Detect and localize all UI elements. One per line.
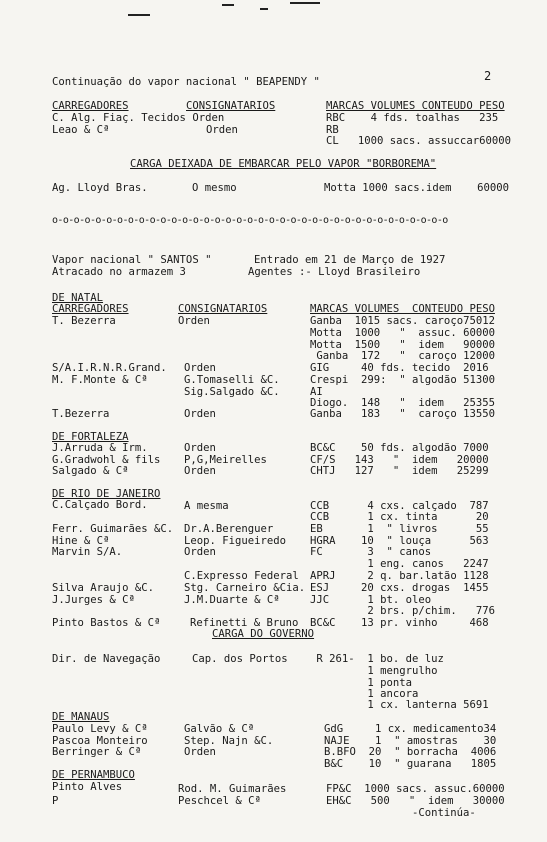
governo-row-0-shipper: Dir. de Navegação bbox=[52, 653, 161, 665]
natal-row-0-detail: Ganba 1015 sacs. caroço75012 bbox=[310, 315, 495, 327]
rio-row-10-consignee: Refinetti & Bruno bbox=[190, 617, 299, 629]
natal-row-0-consignee: Orden bbox=[178, 315, 210, 327]
manaus-row-2-consignee: Orden bbox=[184, 746, 216, 758]
natal-row-8-consignee: Orden bbox=[184, 408, 216, 420]
fortaleza-row-1-detail: CF/S 143 " idem 20000 bbox=[310, 454, 489, 466]
fortaleza-row-0-detail: BC&C 50 fds. algodão 7000 bbox=[310, 442, 489, 454]
rio-row-8-detail: JJC 1 bt. oleo bbox=[310, 594, 432, 606]
pernambuco-row-0-consignee: Rod. M. Guimarães bbox=[178, 783, 287, 795]
page-number: 2 bbox=[484, 69, 492, 83]
governo-row-3-detail: 1 ancora bbox=[310, 688, 419, 700]
pernambuco-row-0-detail: FP&C 1000 sacs. assuc.60000 bbox=[326, 783, 505, 795]
vapor-agentes: Agentes :- Lloyd Brasileiro bbox=[248, 266, 421, 278]
manaus-row-1-consignee: Step. Najn &C. bbox=[184, 735, 274, 747]
section-title-natal: DE NATAL bbox=[52, 292, 104, 304]
fortaleza-row-2-detail: CHTJ 127 " idem 25299 bbox=[310, 465, 489, 477]
s1-row-0-shipper: C. Alg. Fiaç. Tecidos Orden bbox=[52, 112, 225, 124]
natal-row-8-shipper: T.Bezerra bbox=[52, 408, 110, 420]
manaus-row-2-shipper: Berringer & Cª bbox=[52, 746, 142, 758]
scan-speck bbox=[222, 4, 234, 6]
natal-row-6-detail: AI bbox=[310, 386, 323, 398]
vapor-armazem: Atracado no armazem 3 bbox=[52, 266, 186, 278]
rio-row-3-consignee: Leop. Figueiredo bbox=[184, 535, 287, 547]
section-title-rio: DE RIO DE JANEIRO bbox=[52, 488, 161, 500]
pernambuco-row-0-shipper: Pinto Alves bbox=[52, 781, 123, 793]
rio-row-7-detail: ESJ 20 cxs. drogas 1455 bbox=[310, 582, 489, 594]
s1-row-1-shipper: Leao & Cª bbox=[52, 124, 110, 136]
natal-row-8-detail: Ganba 183 " caroço 13550 bbox=[310, 408, 495, 420]
natal-row-3-detail: Ganba 172 " caroço 12000 bbox=[310, 350, 495, 362]
governo-row-2-detail: 1 ponta bbox=[310, 677, 413, 689]
rio-row-0-detail: CCB 4 cxs. calçado 787 bbox=[310, 500, 489, 512]
fortaleza-row-0-consignee: Orden bbox=[184, 442, 216, 454]
natal-row-5-consignee: G.Tomaselli &C. bbox=[184, 374, 280, 386]
fortaleza-row-0-shipper: J.Arruda & Irm. bbox=[52, 442, 148, 454]
s2-row-0-detail: Motta 1000 sacs.idem 60000 bbox=[324, 182, 509, 194]
rio-row-5-detail: 1 eng. canos 2247 bbox=[310, 558, 489, 570]
rio-row-7-consignee: Stg. Carneiro &Cia. bbox=[184, 582, 306, 594]
rio-row-2-detail: EB 1 " livros 55 bbox=[310, 523, 489, 535]
manaus-row-2-detail: B.BFO 20 " borracha 4006 bbox=[324, 746, 497, 758]
manaus-row-0-detail: GdG 1 cx. medicamento34 bbox=[324, 723, 497, 735]
natal-row-2-detail: Motta 1500 " idem 90000 bbox=[310, 339, 495, 351]
natal-row-7-detail: Diogo. 148 " idem 25355 bbox=[310, 397, 495, 409]
natal-row-4-shipper: S/A.I.R.N.R.Grand. bbox=[52, 362, 167, 374]
natal-col-header-consignatarios: CONSIGNATARIOS bbox=[178, 303, 268, 315]
natal-row-4-detail: GIG 40 fds. tecido 2016 bbox=[310, 362, 489, 374]
natal-row-6-consignee: Sig.Salgado &C. bbox=[184, 386, 280, 398]
natal-row-0-shipper: T. Bezerra bbox=[52, 315, 116, 327]
section-title-borborema: CARGA DEIXADA DE EMBARCAR PELO VAPOR "BORBOREMA" bbox=[130, 158, 437, 170]
governo-row-1-detail: 1 mengrulho bbox=[310, 665, 438, 677]
section-title-pernambuco: DE PERNAMBUCO bbox=[52, 769, 135, 781]
rio-row-9-detail: 2 brs. p/chim. 776 bbox=[310, 605, 495, 617]
natal-col-header-marcas: MARCAS VOLUMES CONTEUDO PESO bbox=[310, 303, 495, 315]
s1-row-1-detail: RB bbox=[326, 124, 339, 136]
rio-row-4-shipper: Marvin S/A. bbox=[52, 546, 123, 558]
pernambuco-row-1-detail: EH&C 500 " idem 30000 bbox=[326, 795, 505, 807]
governo-row-4-detail: 1 cx. lanterna 5691 bbox=[310, 699, 489, 711]
scan-speck bbox=[128, 14, 150, 16]
rio-row-10-shipper: Pinto Bastos & Cª bbox=[52, 617, 161, 629]
manaus-row-1-detail: NAJE 1 " amostras 30 bbox=[324, 735, 497, 747]
fortaleza-row-1-shipper: G.Gradwohl & fils bbox=[52, 454, 161, 466]
section-title-governo: CARGA DO GOVERNO bbox=[212, 628, 315, 640]
natal-row-5-detail: Crespi 299: " algodão 51300 bbox=[310, 374, 495, 386]
rio-row-7-shipper: Silva Araujo &C. bbox=[52, 582, 155, 594]
s1-row-2-detail: CL 1000 sacs. assuccar60000 bbox=[326, 135, 511, 147]
rio-row-10-detail: BC&C 13 pr. vinho 468 bbox=[310, 617, 489, 629]
fortaleza-row-2-shipper: Salgado & Cª bbox=[52, 465, 129, 477]
rio-row-6-consignee: C.Expresso Federal bbox=[184, 570, 299, 582]
rio-row-2-shipper: Ferr. Guimarães &C. bbox=[52, 523, 174, 535]
rio-row-0-shipper: C.Calçado Bord. bbox=[52, 499, 148, 511]
governo-row-0-detail: R 261- 1 bo. de luz bbox=[310, 653, 444, 665]
scan-speck bbox=[290, 2, 320, 4]
natal-row-4-consignee: Orden bbox=[184, 362, 216, 374]
pernambuco-row-1-shipper: P bbox=[52, 795, 59, 807]
natal-col-header-carregadores: CARREGADORES bbox=[52, 303, 129, 315]
rio-row-3-shipper: Hine & Cª bbox=[52, 535, 110, 547]
manaus-row-0-consignee: Galvão & Cª bbox=[184, 723, 255, 735]
manaus-row-3-detail: B&C 10 " guarana 1805 bbox=[324, 758, 497, 770]
rio-row-8-shipper: J.Jurges & Cª bbox=[52, 594, 135, 606]
manaus-row-0-shipper: Paulo Levy & Cª bbox=[52, 723, 148, 735]
col-header-consignatarios: CONSIGNATARIOS bbox=[186, 100, 276, 112]
rio-row-3-detail: HGRA 10 " louça 563 bbox=[310, 535, 489, 547]
natal-row-1-detail: Motta 1000 " assuc. 60000 bbox=[310, 327, 495, 339]
rio-row-6-detail: APRJ 2 q. bar.latão 1128 bbox=[310, 570, 489, 582]
rio-row-4-consignee: Orden bbox=[184, 546, 216, 558]
rio-row-2-consignee: Dr.A.Berenguer bbox=[184, 523, 274, 535]
s2-row-0-consignee: O mesmo bbox=[192, 182, 237, 194]
vapor-name: Vapor nacional " SANTOS " bbox=[52, 254, 212, 266]
rio-row-1-detail: CCB 1 cx. tinta 20 bbox=[310, 511, 489, 523]
manaus-row-1-shipper: Pascoa Monteiro bbox=[52, 735, 148, 747]
continua-label: -Continúa- bbox=[412, 807, 476, 819]
col-header-marcas: MARCAS VOLUMES CONTEUDO PESO bbox=[326, 100, 505, 112]
s2-row-0-shipper: Ag. Lloyd Bras. bbox=[52, 182, 148, 194]
natal-row-5-shipper: M. F.Monte & Cª bbox=[52, 374, 148, 386]
s1-row-0-detail: RBC 4 fds. toalhas 235 bbox=[326, 112, 499, 124]
fortaleza-row-1-consignee: P,G,Meirelles bbox=[184, 454, 267, 466]
scan-speck bbox=[260, 8, 268, 10]
pernambuco-row-1-consignee: Peschcel & Cª bbox=[178, 795, 261, 807]
governo-row-0-consignee: Cap. dos Portos bbox=[192, 653, 288, 665]
section-title-manaus: DE MANAUS bbox=[52, 711, 110, 723]
col-header-carregadores: CARREGADORES bbox=[52, 100, 129, 112]
fortaleza-row-2-consignee: Orden bbox=[184, 465, 216, 477]
rio-row-4-detail: FC 3 " canos bbox=[310, 546, 432, 558]
separator-line: o-o-o-o-o-o-o-o-o-o-o-o-o-o-o-o-o-o-o-o-o-o-o-o-o-o-o-o-o-o-o-o-o-o-o-o-o bbox=[52, 215, 448, 226]
page-heading: Continuação do vapor nacional " BEAPENDY " bbox=[52, 76, 320, 88]
rio-row-0-consignee: A mesma bbox=[184, 500, 229, 512]
rio-row-8-consignee: J.M.Duarte & Cª bbox=[184, 594, 280, 606]
s1-row-1-consignee: Orden bbox=[206, 124, 238, 136]
section-title-fortaleza: DE FORTALEZA bbox=[52, 431, 129, 443]
vapor-entry-date: Entrado em 21 de Março de 1927 bbox=[254, 254, 446, 266]
